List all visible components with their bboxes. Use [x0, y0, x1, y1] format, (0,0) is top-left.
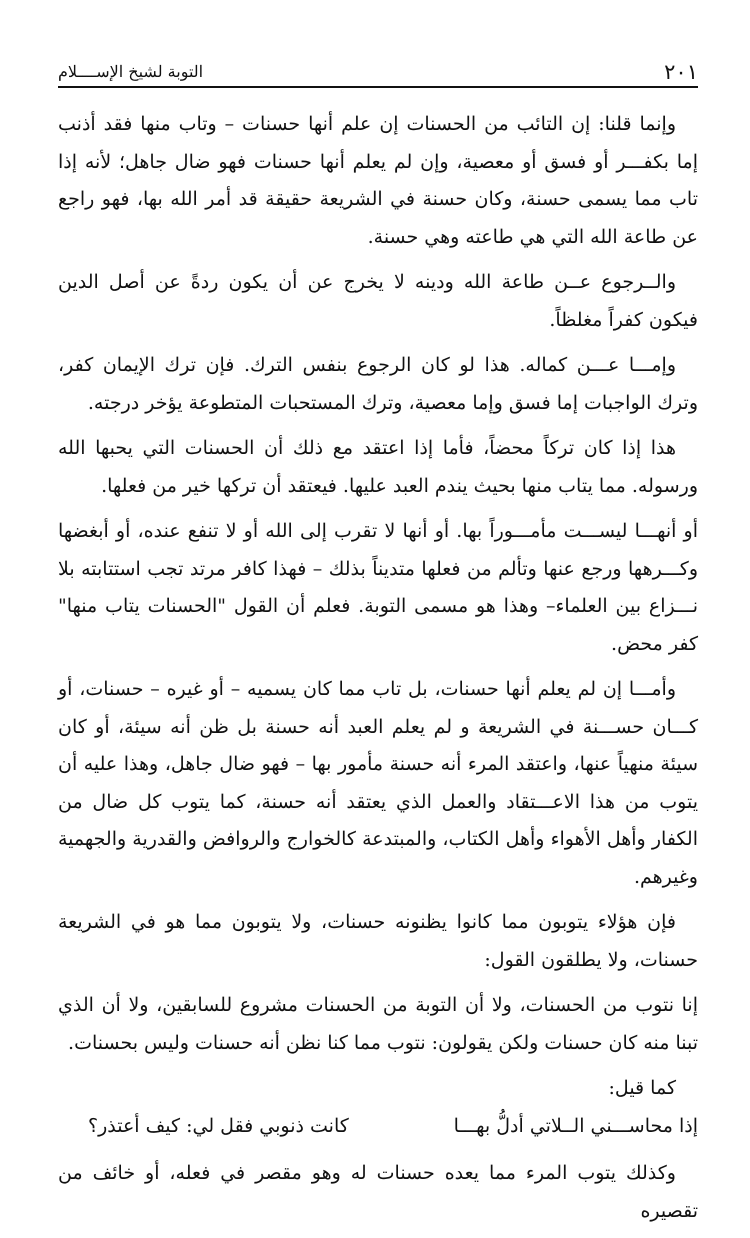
document-page: [58, 52, 698, 1238]
paragraph-1: وإنما قلنا: إن التائب من الحسنات إن علم أنها حسنات – وتاب منها فقد أذنب إما بكفـــر أو فسق أو معصية، وإن لم يعلم أنها حسنات فهو ضال جاهل؛ لأنه إذا تاب مما يسمى حسنة، وكان حسنة في الشريعة حقيقة قد أمر الله بها، فهو راجع عن طاعة الله التي هي طاعته وهي حسنة.: [58, 113, 698, 248]
page-number: ٢٠١: [650, 58, 698, 86]
header-title: التوبة لشيخ الإســــلام: [58, 60, 211, 84]
paragraph-6: وأمـــا إن لم يعلم أنها حسنات، بل تاب مما كان يسميه – أو غيره – حسنات، أو كـــان حســـنة في الشريعة و لم يعلم العبد أنه حسنة بل ظن أنه سيئة، أو كان سيئة منهياً عنها، واعتقد المرء أنه حسنة مأمور بها – فهو ضال جاهل، وهذا عليه أن يتوب من هذا الاعـــتقاد والعمل الذي يعتقد أنه حسنة، كما يتوب كل ضال من الكفار وأهل الأهواء وأهل الكتاب، والمبتدعة كالخوارج والروافض والقدرية والجهمية وغيرهم.: [58, 678, 698, 888]
closing-paragraph: وكذلك يتوب المرء مما يعده حسنات له وهو مقصر في فعله، أو خائف من تقصيره: [58, 1162, 698, 1222]
verse-intro: كما قيل:: [608, 1077, 676, 1099]
paragraph-8: إنا نتوب من الحسنات، ولا أن التوبة من الحسنات مشروع للسابقين، ولا أن الذي تبنا منه كان حسنات ولكن يقولون: نتوب مما كنا نظن أنه حسنات وليس بحسنات.: [58, 994, 698, 1054]
paragraph-4: هذا إذا كان تركاً محضاً، فأما إذا اعتقد مع ذلك أن الحسنات التي يحبها الله ورسوله. مما يتاب منها بحيث يندم العبد عليها. فيعتقد أن تركها خير من فعلها.: [58, 437, 698, 497]
page-body: [58, 106, 698, 1230]
paragraph-5: أو أنهـــا ليســـت مأمـــوراً بها. أو أنها لا تقرب إلى الله أو لا تنفع عنده، أو أبغضها وكـــرهها ورجع عنها وتألم من فعلها متديناً بذلك – فهذا كافر مرتد تجب استتابته بلا نـــزاع بين العلماء– وهذا هو مسمى التوبة. فعلم أن القول "الحسنات يتاب منها" كفر محض.: [58, 520, 698, 655]
paragraph-3: وإمـــا عـــن كماله. هذا لو كان الرجوع بنفس الترك. فإن ترك الإيمان كفر، وترك الواجبات إما فسق وإما معصية، وترك المستحبات المتطوعة يؤخر درجته.: [58, 354, 698, 414]
paragraph-7: فإن هؤلاء يتوبون مما كانوا يظنونه حسنات، ولا يتوبون مما هو في الشريعة حسنات، ولا يطلقون القول:: [58, 911, 698, 971]
running-header: [58, 52, 698, 88]
poem-verse: [58, 1107, 698, 1145]
verse-first-hemistich: إذا محاســـني الــلاتي أدلُّ بهـــا: [453, 1115, 698, 1137]
paragraph-2: والــرجوع عــن طاعة الله ودينه لا يخرج عن أن يكون ردةً عن أصل الدين فيكون كفراً مغلظاً.: [58, 271, 698, 331]
verse-second-hemistich: كانت ذنوبي فقل لي: كيف أعتذر؟: [88, 1115, 349, 1137]
